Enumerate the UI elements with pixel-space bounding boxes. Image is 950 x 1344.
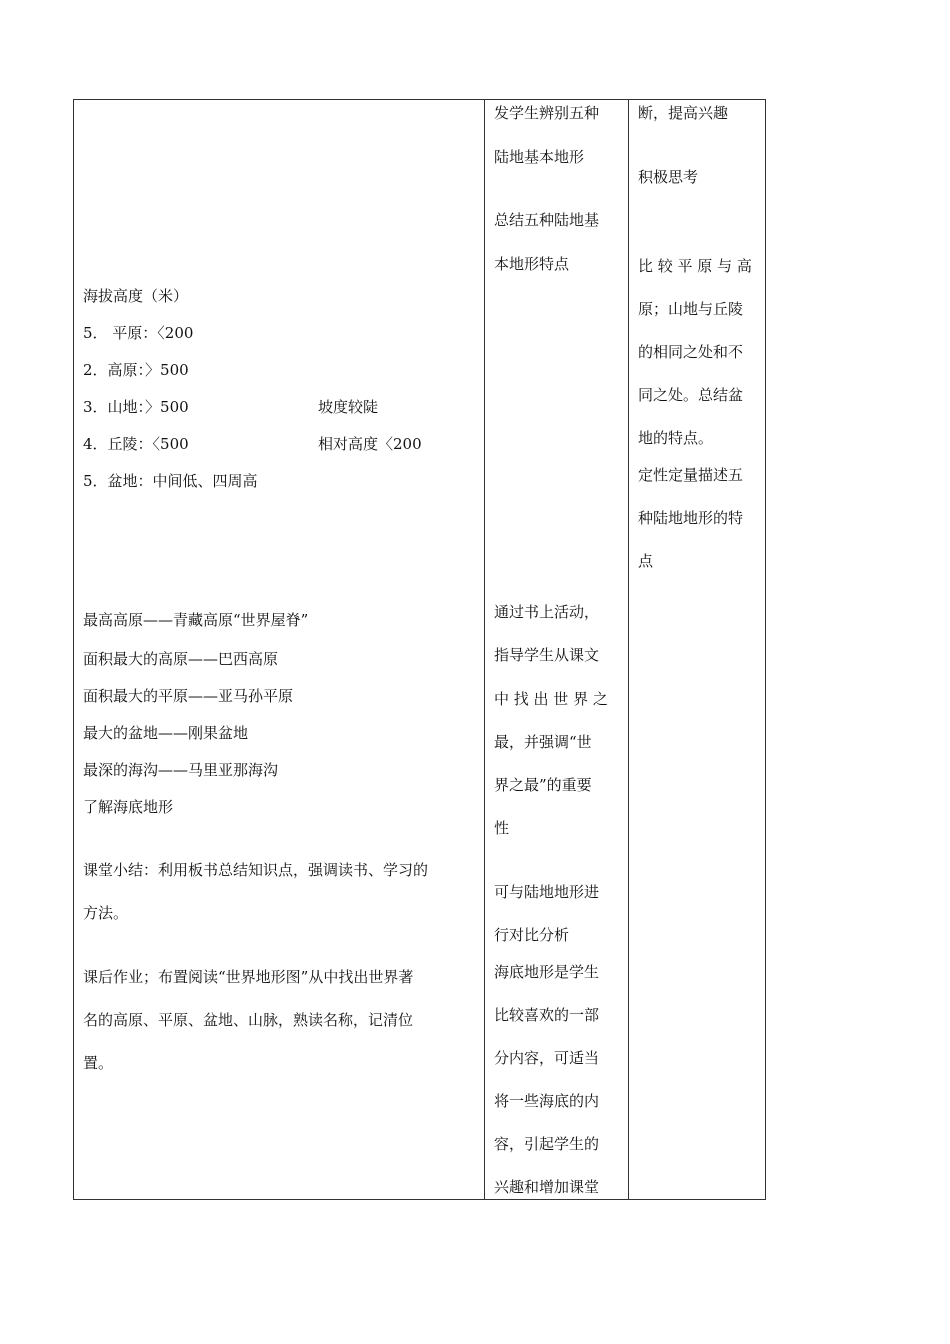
homework-line: 课后作业；布置阅读“世界地形图”从中找出世界著 [83, 968, 414, 986]
landform-item: 5． 平原：〈200 [83, 324, 194, 342]
col3-line: 种陆地地形的特 [638, 509, 744, 527]
col3-line: 的相同之处和不 [638, 343, 744, 361]
col2-line: 陆地基本地形 [494, 148, 585, 166]
lesson-plan-table [73, 99, 766, 1200]
col2-line: 本地形特点 [494, 255, 570, 273]
landform-item: 4．丘陵：〈500 [83, 435, 189, 453]
col2-line: 中 找 出 世 界 之 [494, 690, 608, 708]
col2-line: 总结五种陆地基 [494, 211, 600, 229]
world-record-item: 面积最大的平原——亚马孙平原 [83, 687, 294, 705]
homework-line: 名的高原、平原、盆地、山脉，熟读名称，记清位 [83, 1011, 414, 1029]
col3-line: 原；山地与丘陵 [638, 300, 744, 318]
world-record-item: 最大的盆地——刚果盆地 [83, 724, 249, 742]
col2-line: 可与陆地地形进 [494, 883, 600, 901]
col3-line: 积极思考 [638, 168, 699, 186]
col3-line: 断，提高兴趣 [638, 104, 729, 122]
col2-line: 最，并强调“世 [494, 733, 592, 751]
col2-line: 比较喜欢的一部 [494, 1006, 600, 1024]
col3-line: 地的特点。 [638, 429, 714, 447]
landform-note: 相对高度〈200 [318, 435, 422, 453]
landform-note: 坡度较陡 [318, 398, 379, 416]
col2-line: 性 [494, 819, 510, 837]
col2-line: 将一些海底的内 [494, 1092, 600, 1110]
world-record-item: 了解海底地形 [83, 798, 174, 816]
col2-line: 容，引起学生的 [494, 1135, 600, 1153]
column-divider [628, 100, 629, 1199]
world-record-item: 最深的海沟——马里亚那海沟 [83, 761, 279, 779]
col2-line: 发学生辨别五种 [494, 104, 600, 122]
col3-line: 点 [638, 552, 654, 570]
summary-line: 课堂小结：利用板书总结知识点，强调读书、学习的 [83, 861, 429, 879]
col2-line: 通过书上活动， [494, 603, 600, 621]
summary-line: 方法。 [83, 904, 129, 922]
landform-item: 5．盆地：中间低、四周高 [83, 472, 258, 490]
landform-item: 3．山地：〉500 [83, 398, 189, 416]
col2-line: 兴趣和增加课堂 [494, 1178, 600, 1196]
col3-line: 比 较 平 原 与 高 [638, 257, 752, 275]
homework-line: 置。 [83, 1054, 114, 1072]
world-record-item: 面积最大的高原——巴西高原 [83, 650, 279, 668]
col2-line: 界之最”的重要 [494, 776, 592, 794]
col2-line: 海底地形是学生 [494, 963, 600, 981]
column-divider [484, 100, 485, 1199]
altitude-heading: 海拔高度（米） [83, 287, 189, 305]
col3-line: 定性定量描述五 [638, 466, 744, 484]
col2-line: 指导学生从课文 [494, 646, 600, 664]
world-record-item: 最高高原——青藏高原“世界屋脊” [83, 611, 309, 629]
col2-line: 分内容，可适当 [494, 1049, 600, 1067]
col3-line: 同之处。总结盆 [638, 386, 744, 404]
landform-item: 2．高原：〉500 [83, 361, 189, 379]
col2-line: 行对比分析 [494, 926, 570, 944]
